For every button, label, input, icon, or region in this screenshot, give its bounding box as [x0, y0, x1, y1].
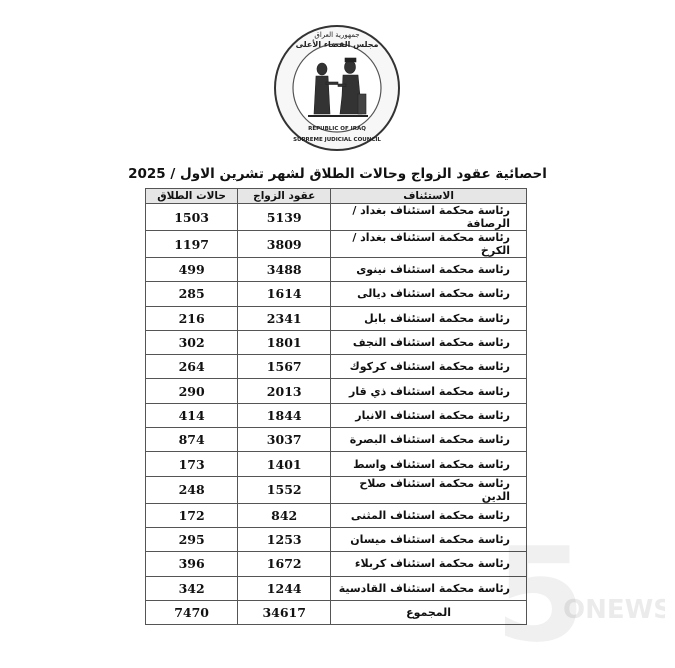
table-body [146, 204, 527, 625]
divorce-count: 874 [146, 428, 238, 452]
table-row [146, 552, 527, 576]
divorce-count: 342 [146, 576, 238, 600]
divorce-count: 264 [146, 355, 238, 379]
divorce-count: 1503 [146, 204, 238, 231]
table-row [146, 258, 527, 282]
table-row [146, 231, 527, 258]
divorce-count: 302 [146, 330, 238, 354]
court-name: رئاسة محكمة استئناف النجف [331, 330, 527, 354]
marriage-count: 2341 [238, 306, 331, 330]
header-marriage: عقود الزواج [238, 189, 331, 204]
court-name: رئاسة محكمة استئناف نينوى [331, 258, 527, 282]
court-name: رئاسة محكمة استئناف كربلاء [331, 552, 527, 576]
marriage-count: 3488 [238, 258, 331, 282]
court-name: رئاسة محكمة استئناف الانبار [331, 403, 527, 427]
marriage-count: 1244 [238, 576, 331, 600]
court-name: رئاسة محكمة استئناف واسط [331, 452, 527, 476]
divorce-count: 173 [146, 452, 238, 476]
marriage-count: 1614 [238, 282, 331, 306]
court-name: رئاسة محكمة استئناف البصرة [331, 428, 527, 452]
seal-arabic-main: مجلس القضاء الأعلى [295, 40, 379, 49]
seal-emblem [272, 22, 402, 154]
table-header-row [146, 189, 527, 204]
table-row [146, 330, 527, 354]
marriage-count: 1552 [238, 476, 331, 503]
marriage-count: 1567 [238, 355, 331, 379]
table-row [146, 452, 527, 476]
marriage-count: 5139 [238, 204, 331, 231]
total-label: المجموع [331, 600, 527, 624]
marriage-count: 1401 [238, 452, 331, 476]
divorce-count: 216 [146, 306, 238, 330]
table-row [146, 576, 527, 600]
marriage-count: 1253 [238, 527, 331, 551]
header-divorce: حالات الطلاق [146, 189, 238, 204]
table-total-row [146, 600, 527, 624]
court-name: رئاسة محكمة استئناف بابل [331, 306, 527, 330]
table-row [146, 476, 527, 503]
divorce-count: 290 [146, 379, 238, 403]
court-name: رئاسة محكمة استئناف القادسية [331, 576, 527, 600]
divorce-count: 285 [146, 282, 238, 306]
svg-text:5: 5 [495, 520, 586, 660]
total-divorce: 7470 [146, 600, 238, 624]
statistics-table [145, 188, 527, 625]
watermark-text: ONEWS [563, 595, 665, 625]
table-row [146, 527, 527, 551]
report-title: احصائية عقود الزواج وحالات الطلاق لشهر تشرين الاول / 2025 [128, 166, 547, 182]
divorce-count: 414 [146, 403, 238, 427]
marriage-count: 1672 [238, 552, 331, 576]
total-marriage: 34617 [238, 600, 331, 624]
divorce-count: 1197 [146, 231, 238, 258]
marriage-count: 3037 [238, 428, 331, 452]
table-row [146, 355, 527, 379]
table-row [146, 403, 527, 427]
table-row [146, 306, 527, 330]
marriage-count: 1844 [238, 403, 331, 427]
marriage-count: 3809 [238, 231, 331, 258]
seal-english-ring: SUPREME JUDICIAL COUNCIL [293, 137, 381, 143]
table-row [146, 503, 527, 527]
court-name: رئاسة محكمة استئناف ديالى [331, 282, 527, 306]
divorce-count: 295 [146, 527, 238, 551]
table-row [146, 379, 527, 403]
marriage-count: 2013 [238, 379, 331, 403]
court-name: رئاسة محكمة استئناف بغداد / الرصافة [331, 204, 527, 231]
court-name: رئاسة محكمة استئناف بغداد / الكرخ [331, 231, 527, 258]
marriage-count: 1801 [238, 330, 331, 354]
divorce-count: 396 [146, 552, 238, 576]
seal-english-lower: REPUBLIC OF IRAQ [308, 126, 366, 132]
divorce-count: 499 [146, 258, 238, 282]
table-row [146, 204, 527, 231]
table-row [146, 282, 527, 306]
court-name: رئاسة محكمة استئناف كركوك [331, 355, 527, 379]
court-name: رئاسة محكمة استئناف ذي قار [331, 379, 527, 403]
marriage-count: 842 [238, 503, 331, 527]
court-name: رئاسة محكمة استئناف صلاح الدين [331, 476, 527, 503]
divorce-count: 172 [146, 503, 238, 527]
court-name: رئاسة محكمة استئناف ميسان [331, 527, 527, 551]
court-name: رئاسة محكمة استئناف المثنى [331, 503, 527, 527]
divorce-count: 248 [146, 476, 238, 503]
table-row [146, 428, 527, 452]
seal-arabic-top: جمهورية العراق [314, 31, 360, 39]
council-logo [272, 22, 402, 154]
header-court: الاستئناف [331, 189, 527, 204]
